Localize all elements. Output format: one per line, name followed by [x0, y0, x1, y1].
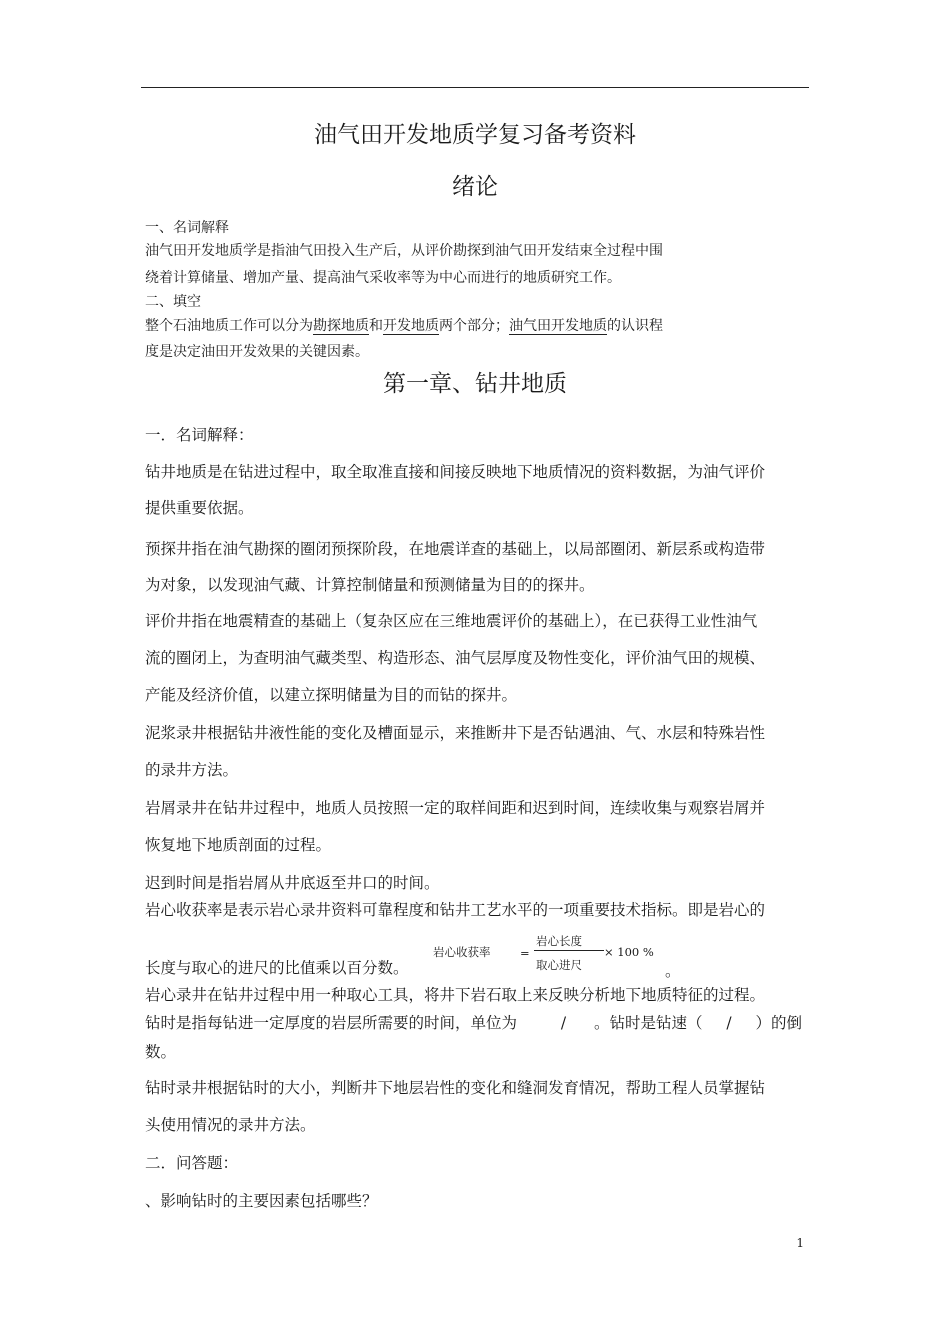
appraisal-well-def-line-2: 流的圈闭上，为查明油气藏类型、构造形态、油气层厚度及物性变化，评价油气田的规模、 — [145, 649, 766, 667]
drilling-time-logging-def-line-1: 钻时录井根据钻时的大小，判断井下地层岩性的变化和缝洞发育情况，帮助工程人员掌握钻 — [145, 1079, 766, 1097]
drilling-rate-unit-slash: / — [726, 1014, 732, 1032]
preliminary-well-def-line-1: 预探井指在油气勘探的圈闭预探阶段，在地震详查的基础上，以局部圈闭、新层系或构造带 — [145, 540, 766, 558]
drilling-time-text-a: 钻时是指每钻进一定厚度的岩层所需要的时间，单位为 — [145, 1014, 518, 1032]
fill-blank-line-1 — [145, 316, 663, 336]
core-recovery-def-line-2: 长度与取心的进尺的比值乘以百分数。 — [145, 959, 409, 977]
drilling-time-def-line-2: 数。 — [145, 1043, 177, 1061]
fill-answer-oilfield-development-geology: 油气田开发地质 — [509, 318, 607, 334]
drilling-time-text-b: 。钻时是钻速（ — [594, 1014, 703, 1032]
cuttings-logging-def-line-1: 岩屑录井在钻井过程中，地质人员按照一定的取样间距和迟到时间，连续收集与观察岩屑并 — [145, 799, 766, 817]
intro-section-1-label: 一、名词解释 — [145, 220, 229, 236]
fill-text-g: 的认识程 — [607, 318, 663, 334]
appraisal-well-def-line-3: 产能及经济价值，以建立探明储量为目的而钻的探井。 — [145, 686, 518, 704]
formula-equals: = — [520, 946, 530, 960]
drilling-time-logging-def-line-2: 头使用情况的录井方法。 — [145, 1116, 316, 1134]
fill-text-e: 两个部分； — [439, 318, 509, 334]
question-1: 、影响钻时的主要因素包括哪些？ — [145, 1192, 378, 1210]
intro-heading: 绪论 — [452, 174, 498, 200]
drilling-time-unit-slash: / — [560, 1014, 567, 1032]
chapter-1-heading: 第一章、钻井地质 — [383, 371, 567, 397]
page-number: 1 — [796, 1236, 804, 1250]
drilling-time-def-line-1 — [145, 1012, 802, 1034]
chapter-1-section-2-label: 二．问答题： — [145, 1154, 239, 1172]
mud-logging-def-line-2: 的录井方法。 — [145, 761, 239, 779]
fill-blank-line-2: 度是决定油田开发效果的关键因素。 — [145, 344, 369, 360]
appraisal-well-def-line-1: 评价井指在地震精查的基础上（复杂区应在三维地震评价的基础上），在已获得工业性油气 — [145, 612, 758, 630]
formula-denominator: 取心进尺 — [536, 958, 582, 972]
chapter-1-section-1-label: 一．名词解释： — [145, 426, 254, 444]
fill-answer-exploration-geology: 勘探地质 — [313, 318, 369, 334]
core-recovery-period: 。 — [665, 962, 681, 980]
formula-lhs: 岩心收获率 — [433, 945, 491, 959]
mud-logging-def-line-1: 泥浆录井根据钻井液性能的变化及槽面显示，来推断井下是否钻遇油、气、水层和特殊岩性 — [145, 724, 766, 742]
cuttings-logging-def-line-2: 恢复地下地质剖面的过程。 — [145, 836, 332, 854]
formula-fraction-bar — [534, 950, 604, 951]
fill-text-c: 和 — [369, 318, 383, 334]
intro-definition-line-2: 绕着计算储量、增加产量、提高油气采收率等为中心而进行的地质研究工作。 — [145, 270, 621, 286]
core-recovery-def-line-1: 岩心收获率是表示岩心录井资料可靠程度和钻井工艺水平的一项重要技术指标。即是岩心的 — [145, 901, 766, 919]
drilling-time-text-c: ）的倒 — [755, 1014, 803, 1032]
core-logging-def: 岩心录井在钻井过程中用一种取心工具，将井下岩石取上来反映分析地下地质特征的过程。 — [145, 986, 766, 1004]
intro-definition-line-1: 油气田开发地质学是指油气田投入生产后，从评价勘探到油气田开发结束全过程中围 — [145, 243, 663, 259]
fill-text-a: 整个石油地质工作可以分为 — [145, 318, 313, 334]
header-rule — [141, 87, 809, 88]
drilling-geology-def-line-1: 钻井地质是在钻进过程中，取全取准直接和间接反映地下地质情况的资料数据，为油气评价 — [145, 463, 766, 481]
drilling-geology-def-line-2: 提供重要依据。 — [145, 499, 254, 517]
formula-numerator: 岩心长度 — [536, 934, 582, 948]
intro-section-2-label: 二、填空 — [145, 294, 201, 310]
fill-answer-development-geology: 开发地质 — [383, 318, 439, 334]
preliminary-well-def-line-2: 为对象，以发现油气藏、计算控制储量和预测储量为目的的探井。 — [145, 576, 595, 594]
document-title: 油气田开发地质学复习备考资料 — [314, 122, 636, 148]
lag-time-def: 迟到时间是指岩屑从井底返至井口的时间。 — [145, 874, 440, 892]
formula-times-100-percent: × 100 % — [604, 945, 654, 959]
